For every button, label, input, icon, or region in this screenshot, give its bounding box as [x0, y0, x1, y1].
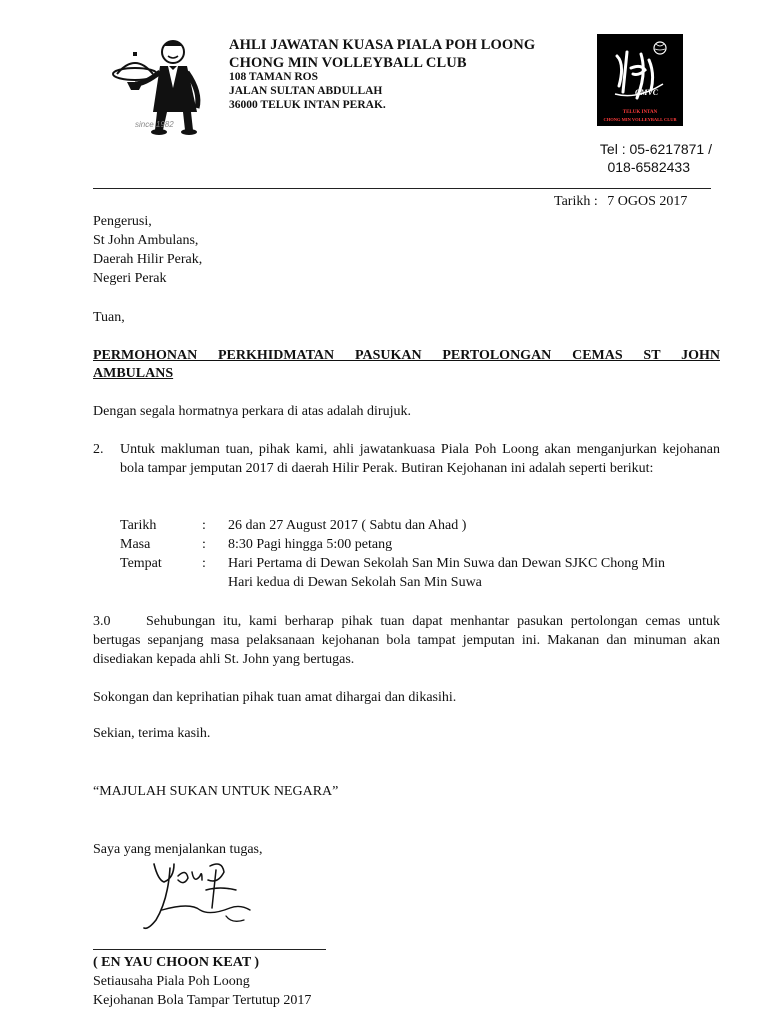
- paragraph-1: Dengan segala hormatnya perkara di atas adalah dirujuk.: [93, 404, 411, 419]
- detail-value: 26 dan 27 August 2017 ( Sabtu dan Ahad ): [228, 518, 467, 533]
- mascot-caption: since 1982: [135, 120, 174, 129]
- paragraph-3-text: Sehubungan itu, kami berharap pihak tuan dapat menhantar pasukan pertolongan cemas untuk bertugas sepanjang masa pelaksanaan kejohanan bola tampat jemputan ini. Makanan dan minuman akan disediakan kepada ahli St. John yang bertugas.: [93, 614, 720, 667]
- detail-label: Tempat: [120, 556, 162, 571]
- detail-sep: :: [202, 518, 206, 533]
- address-line1: 108 TAMAN ROS: [229, 71, 319, 83]
- club-logo: [597, 34, 683, 126]
- detail-value: Hari Pertama di Dewan Sekolah San Min Suwa dan Dewan SJKC Chong Min: [228, 556, 666, 571]
- recipient-line: St John Ambulans,: [93, 233, 199, 248]
- detail-sep: :: [202, 556, 206, 571]
- logo-text-main: CMVC: [635, 88, 659, 97]
- mascot-logo: [105, 32, 217, 142]
- motto: “MAJULAH SUKAN UNTUK NEGARA”: [93, 784, 339, 799]
- address-line3: 36000 TELUK INTAN PERAK.: [229, 99, 386, 111]
- letterhead-divider: [93, 188, 711, 189]
- signer-title-2: Kejohanan Bola Tampar Tertutup 2017: [93, 993, 312, 1008]
- paragraph-3-number: 3.0: [93, 614, 111, 629]
- address-line2: JALAN SULTAN ABDULLAH: [229, 85, 383, 97]
- date-value: 7 OGOS 2017: [607, 194, 688, 209]
- handwritten-signature-icon: [140, 850, 260, 940]
- detail-label: Tarikh: [120, 518, 157, 533]
- detail-label: Masa: [120, 537, 151, 552]
- detail-value: 8:30 Pagi hingga 5:00 petang: [228, 537, 393, 552]
- recipient-block: [93, 212, 202, 288]
- telephone-line2: 018-6582433: [607, 159, 690, 175]
- subject-line1: PERMOHONAN PERKHIDMATAN PASUKAN PERTOLONGAN CEMAS ST JOHN: [93, 348, 720, 363]
- paragraph-3: [93, 612, 720, 669]
- signature: [140, 850, 260, 940]
- paragraph-4: Sokongan dan keprihatian pihak tuan amat dihargai dan dikasihi.: [93, 690, 457, 705]
- detail-value: Hari kedua di Dewan Sekolah San Min Suwa: [228, 575, 482, 590]
- recipient-line: Negeri Perak: [93, 271, 167, 286]
- event-details: [120, 516, 730, 596]
- sign-intro: Saya yang menjalankan tugas,: [93, 842, 263, 857]
- paragraph-2: Untuk makluman tuan, pihak kami, ahli jawatankuasa Piala Poh Loong akan menganjurkan kejohanan bola tampar jemputan 2017 di daerah Hilir Perak. Butiran Kejohanan ini adalah seperti berikut:: [120, 442, 720, 476]
- paragraph-2-number: 2.: [93, 442, 104, 457]
- signature-line: [93, 949, 326, 950]
- telephone-line1: Tel : 05-6217871 /: [599, 141, 712, 157]
- recipient-line: Daerah Hilir Perak,: [93, 252, 203, 267]
- org-name-line1: AHLI JAWATAN KUASA PIALA POH LOONG: [229, 37, 536, 53]
- recipient-line: Pengerusi,: [93, 214, 152, 229]
- logo-text-sub2: CHONG MIN VOLLEYBALL CLUB: [603, 117, 677, 122]
- salutation: Tuan,: [93, 310, 125, 325]
- detail-sep: :: [202, 537, 206, 552]
- subject-line2: AMBULANS: [93, 366, 174, 381]
- signer-name: ( EN YAU CHOON KEAT ): [93, 955, 260, 970]
- org-name-line2: CHONG MIN VOLLEYBALL CLUB: [229, 55, 467, 71]
- paragraph-5: Sekian, terima kasih.: [93, 726, 211, 741]
- logo-text-sub1: TELUK INTAN: [622, 110, 658, 115]
- date-line: [554, 192, 687, 211]
- date-label: Tarikh :: [554, 194, 598, 209]
- signer-title-1: Setiausaha Piala Poh Loong: [93, 974, 250, 989]
